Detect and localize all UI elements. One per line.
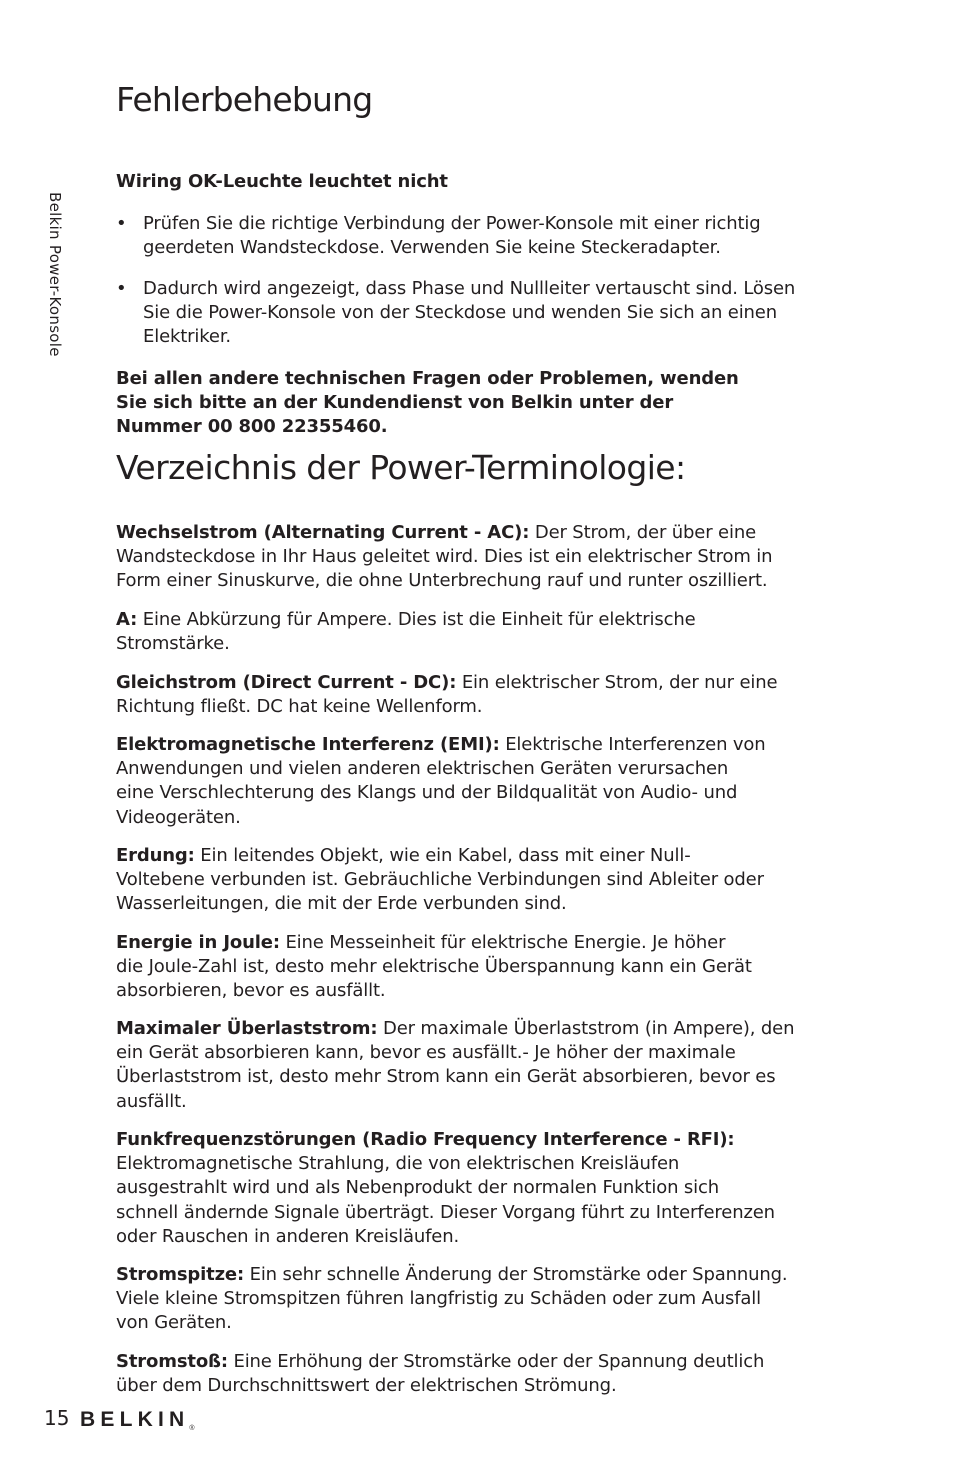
glossary-term: Stromspitze: xyxy=(116,1264,245,1285)
glossary-definition: Stromstärke. xyxy=(116,633,230,655)
glossary-entry-spike xyxy=(116,1263,816,1336)
glossary-entry-max-surge xyxy=(116,1017,816,1114)
glossary-entry-rfi xyxy=(116,1128,816,1249)
glossary-definition: Viele kleine Stromspitzen führen langfristig zu Schäden oder zum Ausfall xyxy=(116,1288,761,1310)
glossary-term: Maximaler Überlaststrom: xyxy=(116,1018,378,1039)
registered-mark: ® xyxy=(189,1425,195,1432)
glossary-definition: Eine Abkürzung für Ampere. Dies ist die Einheit für elektrische xyxy=(137,609,696,630)
glossary-definition: Ein elektrischer Strom, der nur eine xyxy=(456,672,778,693)
glossary-definition: über dem Durchschnittswert der elektrischen Strömung. xyxy=(116,1375,617,1397)
glossary-term: Wechselstrom (Alternating Current - AC): xyxy=(116,522,530,543)
glossary-entry-surge xyxy=(116,1350,816,1398)
belkin-logo xyxy=(80,1408,195,1432)
belkin-logo-text: BELKIN xyxy=(80,1408,190,1431)
glossary-definition: Videogeräten. xyxy=(116,806,241,828)
glossary-term: Erdung: xyxy=(116,845,195,866)
glossary-definition: Wandsteckdose in Ihr Haus geleitet wird. Dies ist ein elektrischer Strom in xyxy=(116,546,773,568)
glossary-definition: Überlaststrom ist, desto mehr Strom kann ein Gerät absorbieren, bevor es xyxy=(116,1066,776,1088)
glossary-definition: Eine Messeinheit für elektrische Energie. Je höher xyxy=(279,932,726,953)
glossary-definition: Ein sehr schnelle Änderung der Stromstärke oder Spannung. xyxy=(244,1264,788,1285)
bullet-text: Dadurch wird angezeigt, dass Phase und Nullleiter vertauscht sind. Lösen Sie die Power-Konsole von der Steckdose und wenden Sie sich an einen Elektriker. xyxy=(143,278,796,348)
glossary-entry-ampere xyxy=(116,608,816,656)
glossary-term: A: xyxy=(116,609,138,630)
glossary-definition: absorbieren, bevor es ausfällt. xyxy=(116,980,386,1002)
glossary-heading: Verzeichnis der Power-Terminologie: xyxy=(116,448,686,487)
glossary-definition: Elektrische Interferenzen von xyxy=(499,734,766,755)
troubleshooting-bullet xyxy=(116,212,816,260)
support-contact-line: Nummer 00 800 22355460. xyxy=(116,416,388,438)
support-contact-note xyxy=(116,367,816,440)
glossary-definition: die Joule-Zahl ist, desto mehr elektrische Überspannung kann ein Gerät xyxy=(116,956,752,978)
glossary-definition: Elektromagnetische Strahlung, die von elektrischen Kreisläufen xyxy=(116,1153,680,1175)
glossary-definition: Der Strom, der über eine xyxy=(529,522,756,543)
glossary-definition: Wasserleitungen, die mit der Erde verbunden sind. xyxy=(116,893,567,915)
troubleshooting-bullet xyxy=(116,277,816,350)
glossary-definition: Ein leitendes Objekt, wie ein Kabel, dass mit einer Null- xyxy=(194,845,691,866)
glossary-definition: Der maximale Überlaststrom (in Ampere), den xyxy=(377,1018,795,1039)
glossary-definition: Voltebene verbunden ist. Gebräuchliche Verbindungen sind Ableiter oder xyxy=(116,869,764,891)
support-contact-line: Bei allen andere technischen Fragen oder Problemen, wenden xyxy=(116,368,739,389)
glossary-definition: eine Verschlechterung des Klangs und der Bildqualität von Audio- und xyxy=(116,782,738,804)
glossary-definition: oder Rauschen in anderen Kreisläufen. xyxy=(116,1225,460,1247)
troubleshooting-subheading: Wiring OK-Leuchte leuchtet nicht xyxy=(116,171,448,192)
glossary-entry-ac xyxy=(116,521,816,594)
glossary-definition: Eine Erhöhung der Stromstärke oder der Spannung deutlich xyxy=(227,1351,765,1372)
glossary-entry-grounding xyxy=(116,844,816,917)
sidebar-product-label: Belkin Power-Konsole xyxy=(46,192,64,357)
glossary-definition: von Geräten. xyxy=(116,1312,232,1334)
glossary-term: Funkfrequenzstörungen (Radio Frequency Interference - RFI): xyxy=(116,1129,735,1150)
glossary-term: Elektromagnetische Interferenz (EMI): xyxy=(116,734,500,755)
glossary-entry-joule xyxy=(116,931,816,1004)
glossary-definition: Anwendungen und vielen anderen elektrischen Geräten verursachen xyxy=(116,758,729,780)
support-contact-line: Sie sich bitte an der Kundendienst von Belkin unter der xyxy=(116,392,674,414)
bullet-dot: • xyxy=(116,278,127,299)
glossary-term: Stromstoß: xyxy=(116,1351,228,1372)
glossary-definition: ausfällt. xyxy=(116,1090,187,1112)
glossary-term: Gleichstrom (Direct Current - DC): xyxy=(116,672,457,693)
glossary-definition: Richtung fließt. DC hat keine Wellenform. xyxy=(116,696,483,718)
glossary-term: Energie in Joule: xyxy=(116,932,280,953)
bullet-dot: • xyxy=(116,213,127,234)
glossary-entry-dc xyxy=(116,671,816,719)
glossary-definition: schnell ändernde Signale überträgt. Dieser Vorgang führt zu Interferenzen xyxy=(116,1201,775,1223)
glossary-definition: ausgestrahlt wird und als Nebenprodukt der normalen Funktion sich xyxy=(116,1177,719,1199)
glossary-entry-emi xyxy=(116,733,816,830)
troubleshooting-heading: Fehlerbehebung xyxy=(116,80,373,119)
glossary-definition: ein Gerät absorbieren kann, bevor es ausfällt.- Je höher der maximale xyxy=(116,1042,736,1064)
page-number: 15 xyxy=(44,1406,70,1430)
glossary-definition: Form einer Sinuskurve, die ohne Unterbrechung rauf und runter oszilliert. xyxy=(116,570,768,592)
bullet-text: Prüfen Sie die richtige Verbindung der Power-Konsole mit einer richtig geerdeten Wandsteckdose. Verwenden Sie keine Steckeradapter. xyxy=(143,213,761,259)
